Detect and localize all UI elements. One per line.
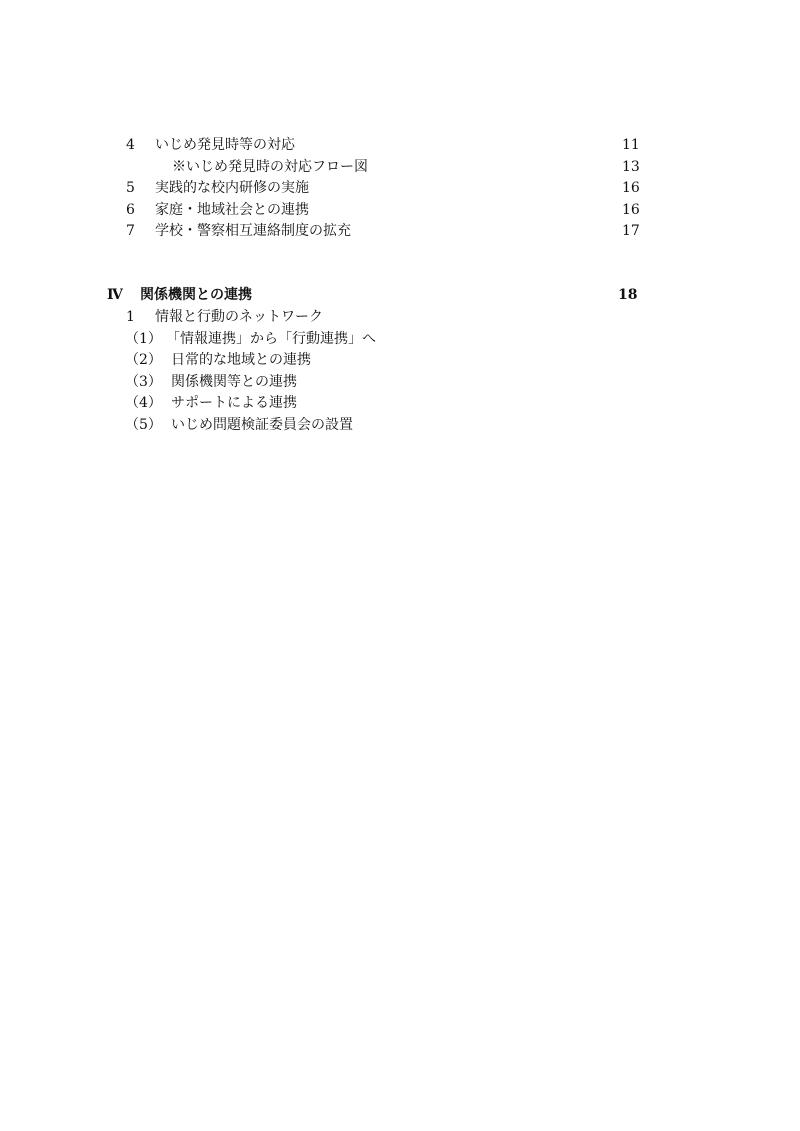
- toc-subentry-number: （3）: [125, 374, 162, 390]
- toc-entry-7: [0, 220, 800, 242]
- toc-entry-title: 家庭・地域社会との連携: [155, 202, 309, 218]
- toc-subentry-title: 関係機関等との連携: [171, 374, 297, 390]
- toc-entry-number: 5: [126, 180, 135, 196]
- toc-subentry-title: いじめ問題検証委員会の設置: [171, 417, 353, 433]
- toc-section-heading-4: [0, 284, 800, 306]
- toc-subentry-1: [0, 328, 800, 350]
- toc-entry-page: 17: [622, 223, 640, 239]
- toc-entry-6: [0, 199, 800, 221]
- toc-entry-title: いじめ発見時等の対応: [155, 137, 295, 153]
- toc-subentry-title: サポートによる連携: [171, 395, 297, 411]
- toc-entry-5: [0, 177, 800, 199]
- toc-subentry-5: [0, 414, 800, 436]
- toc-entry-4: [0, 134, 800, 156]
- toc-subentry-2: [0, 349, 800, 371]
- toc-entry-title: 学校・警察相互連絡制度の拡充: [155, 223, 351, 239]
- section-page: 18: [618, 287, 638, 303]
- toc-entry-network: [0, 306, 800, 328]
- section-numeral: Ⅳ: [107, 287, 123, 303]
- toc-subentry-number: （2）: [125, 352, 162, 368]
- toc-entry-flow-chart: [0, 156, 800, 178]
- toc-entry-page: 11: [622, 137, 640, 153]
- toc-entry-number: 4: [126, 137, 135, 153]
- toc-subentry-number: （5）: [125, 417, 162, 433]
- toc-entry-page: 16: [622, 180, 640, 196]
- toc-entry-title: 情報と行動のネットワーク: [155, 309, 323, 325]
- toc-entry-title: ※いじめ発見時の対応フロー図: [172, 159, 368, 175]
- toc-subentry-number: （1）: [125, 331, 162, 347]
- section-title: 関係機関との連携: [140, 287, 252, 303]
- toc-subentry-3: [0, 371, 800, 393]
- toc-entry-number: 6: [126, 202, 135, 218]
- toc-subentry-title: 日常的な地域との連携: [171, 352, 311, 368]
- toc-subentry-number: （4）: [125, 395, 162, 411]
- toc-entry-page: 16: [622, 202, 640, 218]
- toc-entry-number: 7: [126, 223, 135, 239]
- toc-entry-number: 1: [126, 309, 135, 325]
- toc-entry-title: 実践的な校内研修の実施: [155, 180, 309, 196]
- toc-entry-page: 13: [622, 159, 640, 175]
- toc-subentry-title: 「情報連携」から「行動連携」へ: [166, 331, 376, 347]
- toc-subentry-4: [0, 392, 800, 414]
